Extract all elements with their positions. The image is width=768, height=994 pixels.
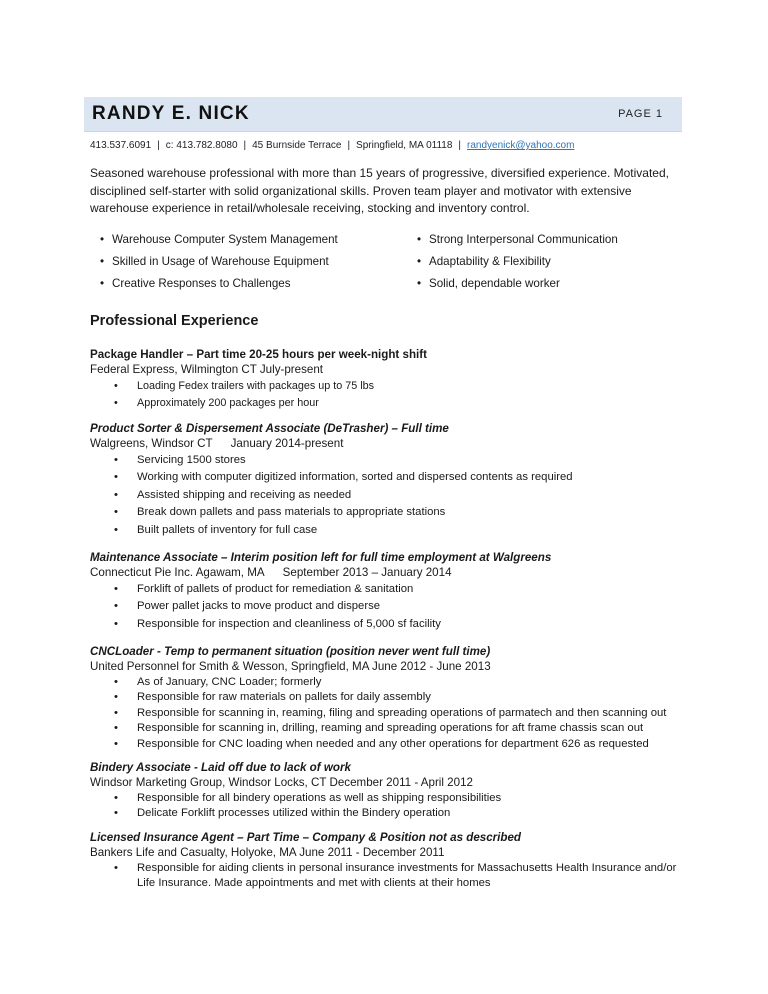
job-company: Federal Express, Wilmington CT July-present [90,363,324,376]
job-title: Package Handler – Part time 20-25 hours per week-night shift [90,348,427,361]
list-item: • Responsible for aiding clients in personal insurance investments for Massachusetts Health Insurance and/or Life Insurance. Made appointments and met with clients at their homes [114,861,677,889]
job-bullets [90,378,690,413]
separator: | [458,140,462,151]
header-band [84,97,682,132]
job-entry [90,830,690,892]
separator: | [347,140,351,151]
job-company: Connecticut Pie Inc. Agawam, MA September 2013 – January 2014 [90,566,452,579]
bullet-icon: • [114,722,118,734]
bullet-icon: • [114,675,118,688]
bullet-icon: • [114,397,118,409]
skill-item: • Creative Responses to Challenges [100,277,291,290]
bullet-icon: • [100,233,105,246]
list-item: • Responsible for CNC loading when needed and any other operations for department 626 as requested [90,737,690,753]
job-bullets [90,791,690,822]
job-entry [90,421,690,539]
list-item: • Responsible for inspection and cleanliness of 5,000 sf facility [90,616,690,634]
skill-item: • Solid, dependable worker [417,277,560,290]
page-label: PAGE 1 [618,108,663,120]
job-company: Windsor Marketing Group, Windsor Locks, CT December 2011 - April 2012 [90,776,473,789]
candidate-name: RANDY E. NICK [92,103,250,124]
bullet-icon: • [114,617,118,630]
email-link[interactable]: randyenick@yahoo.com [467,140,575,151]
bullet-icon: • [417,255,422,268]
bullet-icon: • [114,453,118,466]
list-item: • Power pallet jacks to move product and disperse [90,598,690,616]
bullet-icon: • [114,600,118,612]
bullet-icon: • [114,523,118,536]
contact-line [90,140,574,151]
job-entry [90,644,690,752]
list-item: • As of January, CNC Loader; formerly [90,675,690,691]
bullet-icon: • [114,379,118,392]
job-company: Bankers Life and Casualty, Holyoke, MA June 2011 - December 2011 [90,846,445,859]
skill-item: • Warehouse Computer System Management [100,233,338,246]
list-item: • Working with computer digitized information, sorted and dispersed contents as required [90,469,690,487]
list-item: • Loading Fedex trailers with packages up to 75 lbs [90,378,690,396]
list-item: • Forklift of pallets of product for remediation & sanitation [90,581,690,599]
phone: 413.537.6091 [90,140,152,151]
bullet-icon: • [100,277,105,290]
bullet-icon: • [114,488,118,501]
bullet-icon: • [114,807,118,819]
list-item: • Break down pallets and pass materials to appropriate stations [90,504,690,522]
city: Springfield, MA 01118 [356,140,453,151]
job-title: Product Sorter & Dispersement Associate (DeTrasher) – Full time [90,422,449,435]
job-title: Licensed Insurance Agent – Part Time – Company & Position not as described [90,831,522,844]
job-bullets [90,452,690,540]
job-entry [90,347,690,413]
list-item: • Built pallets of inventory for full case [90,522,690,540]
section-title-experience: Professional Experience [90,313,259,329]
skill-item: • Adaptability & Flexibility [417,255,551,268]
bullet-icon: • [417,233,422,246]
skill-item: • Skilled in Usage of Warehouse Equipment [100,255,329,268]
bullet-icon: • [114,471,118,483]
list-item: • Servicing 1500 stores [90,452,690,470]
separator: | [243,140,247,151]
address: 45 Burnside Terrace [252,140,342,151]
job-entry [90,550,690,633]
summary-paragraph: Seasoned warehouse professional with more than 15 years of progressive, diversified experience. Motivated, disciplined self-starter with solid organizational skills. Proven team player and motivator with extensive warehouse experience in retail/wholesale receiving, stocking and inventory control. [90,166,669,215]
job-bullets [90,675,690,753]
job-company: United Personnel for Smith & Wesson, Springfield, MA June 2012 - June 2013 [90,660,491,673]
job-title: Maintenance Associate – Interim position left for full time employment at Walgreens [90,551,552,564]
job-bullets [90,861,690,892]
separator: | [157,140,160,151]
list-item: • Responsible for raw materials on pallets for daily assembly [90,690,690,706]
job-title: Bindery Associate - Laid off due to lack of work [90,761,351,774]
job-entry [90,760,690,822]
job-company: Walgreens, Windsor CT January 2014-present [90,437,344,450]
list-item: • Approximately 200 packages per hour [90,395,690,413]
job-bullets [90,581,690,634]
cell-phone: c: 413.782.8080 [165,140,238,151]
job-title: CNCLoader - Temp to permanent situation (position never went full time) [90,645,491,658]
list-item: • Assisted shipping and receiving as needed [90,487,690,505]
bullet-icon: • [114,506,118,518]
bullet-icon: • [114,691,118,703]
bullet-icon: • [114,737,118,750]
bullet-icon: • [114,791,118,804]
bullet-icon: • [114,582,118,595]
list-item: • Responsible for scanning in, reaming, filing and spreading operations of parmatech and then scanning out [90,706,690,722]
list-item: • Delicate Forklift processes utilized within the Bindery operation [90,806,690,822]
bullet-icon: • [114,861,118,874]
list-item: • Responsible for scanning in, drilling, reaming and spreading operations for aft frame chassis scan out [90,721,690,737]
bullet-icon: • [417,277,422,290]
bullet-icon: • [114,706,118,719]
skill-item: • Strong Interpersonal Communication [417,233,618,246]
bullet-icon: • [100,255,105,268]
list-item: • Responsible for all bindery operations as well as shipping responsibilities [90,791,690,807]
